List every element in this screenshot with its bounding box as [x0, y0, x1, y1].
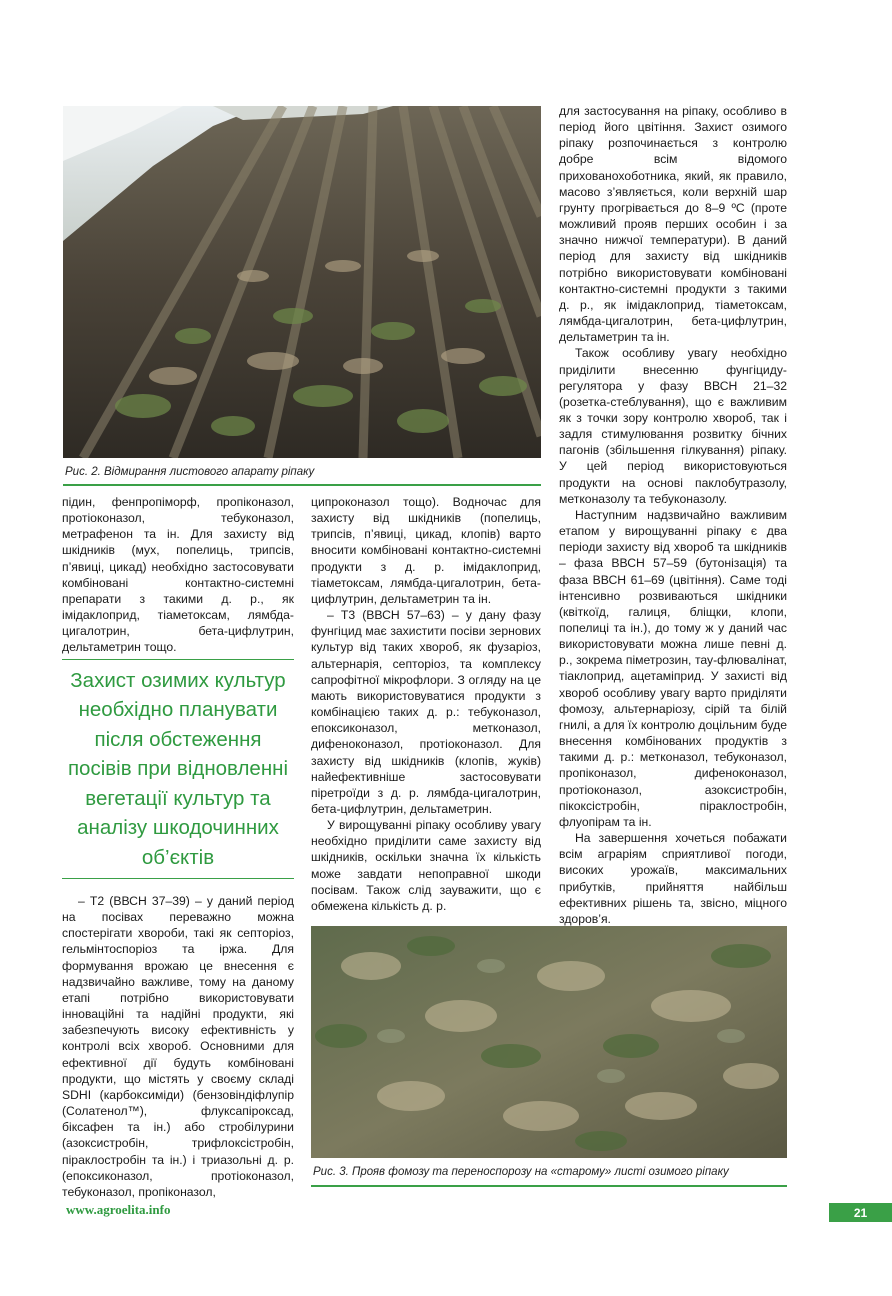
figure-2-photo: [63, 106, 541, 458]
paragraph: На завершення хочеться побажати всім аграріям сприятливої погоди, високих урожаїв, максимальних прибутків, прийняття найбільш ефективних рішень та, звісно, міцного здоров’я.: [559, 831, 787, 926]
left-column-text-bottom: [62, 893, 294, 1200]
figure-2-rule: [63, 484, 541, 486]
pull-quote: [62, 659, 294, 879]
figure-3-photo: [311, 926, 787, 1158]
paragraph: ципроконазол тощо). Водночас для захисту від шкідників (попелиць, трипсів, п’явиці, цикад, клопів) варто вносити комбіновані контактно-системні продукти з д. р. імідаклоприд, тіаметоксам, лямбда-цигалотрин, бета-цифлутрин, дельтаметрин та ін.: [311, 495, 541, 606]
paragraph: У вирощуванні ріпаку особливу увагу необхідно приділити саме захисту від шкідників, оскільки значна їх кількість може завдати непоправної шкоди посівам. Також слід зауважити, що є обмежена кількість д. р.: [311, 818, 541, 913]
right-column-text: [559, 103, 787, 927]
pull-quote-text: Захист озимих культур необхідно планувати після обстеження посівів при відновленні вегетації культур та аналізу шкодочинних об’єктів: [67, 668, 289, 869]
paragraph: – Т2 (ВВСН 37–39) – у даний період на посівах переважно можна спостерігати хвороби, такі як септоріоз, гельмінтоспоріоз та іржа. Для формування врожаю це внесення є надзвичайно важливе, тому на даному етапі потрібно використовувати інноваційні та надійні продукти, які забезпечують високу ефективність у контролі всіх хвороб. Основними для ефективної дії будуть комбіновані продукти, що містять у своєму складі SDHI (карбоксиміди) (бензовіндіфлупір (Солатенол™), флуксапіроксад, біксафен та ін.) або стробілурини (азоксистробін, трифлоксістробін, піраклостробін та ін.) і триазольні д. р. (епоксиконазол, протіоконазол, тебуконазол, пропіконазол,: [62, 894, 294, 1199]
left-column-text-top: [62, 494, 294, 656]
figure-3-caption: Рис. 3. Прояв фомозу та переноспорозу на «старому» листі озимого ріпаку: [313, 1166, 729, 1178]
paragraph: – Т3 (ВВСН 57–63) – у дану фазу фунгіцид має захистити посіви зернових культур від таких хвороб, як фузаріоз, альтернарія, септоріоз, та комплексу сапрофітної мікрофлори. З огляду на це мають використовуватися продукти з комбінацією таких д. р.: тебуконазол, епоксиконазол, метконазол, дифеноконазол, протіоконазол. Для захисту від шкідників (клопів, жуків) найефективніше застосовувати піретроїди з д. р. лямбда-цигалотрин, бета-цифлутрин, дельтаметрин.: [311, 608, 541, 816]
footer-url[interactable]: www.agroelita.info: [66, 1202, 171, 1217]
paragraph: підин, фенпропіморф, пропіконазол, протіоконазол, тебуконазол, метрафенон та ін. Для захисту від шкідників (мух, попелиць, трипсів, п’явиці, цикад) необхідно застосовувати комбіновані контактно-системні препарати з такими д. р., як імідаклоприд, тіаметоксам, лямбда-цигалотрин, бета-цифлутрин, дельтаметрин тощо.: [62, 495, 294, 655]
page-number: 21: [829, 1203, 892, 1222]
middle-column-text: [311, 494, 541, 914]
paragraph: для застосування на ріпаку, особливо в період його цвітіння. Захист озимого ріпаку розпочинається з контролю добре всім відомого прихованохоботника, який, як правило, масово з’являється, коли верхній шар грунту прогрівається до 8–9 ºС (проте можливий прояв перших особин і за значно нижчої температури). В даний період для захисту від шкідників потрібно використовувати комбіновані контактно-системні продукти з такими д. р., як імідаклоприд, тіаметоксам, лямбда-цигалотрин, бета-цифлутрин, дельтаметрин та ін.: [559, 104, 787, 345]
figure-3-rule: [311, 1185, 787, 1187]
figure-2-caption: Рис. 2. Відмирання листового апарату ріпаку: [65, 466, 315, 478]
paragraph: Наступним надзвичайно важливим етапом у вирощуванні ріпаку є два періоди захисту від хвороб та шкідників – фаза ВВСН 57–59 (бутонізація) та фаза ВВСН 61–69 (цвітіння). Саме тоді інтенсивно розвиваються шкідники (квіткоїд, галиця, бліщки, клопи, попелиці та ін.), до тому ж у даний час використовувати можна лише певні д. р., зокрема піметрозин, тау-флювалінат, тіаклоприд, ацетаміприд. У захисті від хвороб особливу увагу варто приділяти фомозу, альтернаріозу, сірій та білій гнилі, а для їх контролю доцільним буде внесення комбінованих продуктів з такими д. р.: метконазол, тебуконазол, пропіконазол, дифеноконазол, протіоконазол, азоксистробін, пікоксістробін, піраклостробін, флуопірам та ін.: [559, 507, 787, 829]
paragraph: Також особливу увагу необхідно приділити внесенню фунгіциду-регулятора у фазу ВВСН 21–32 (розетка-стеблування), що є важливим як з точки зору контролю хвороб, так і задля стимулювання розвитку бічних пагонів (збільшення гілкування) ріпаку. У цей період використовуються продукти на основі паклобутразолу, метконазолу та тебуконазолу.: [559, 346, 787, 506]
